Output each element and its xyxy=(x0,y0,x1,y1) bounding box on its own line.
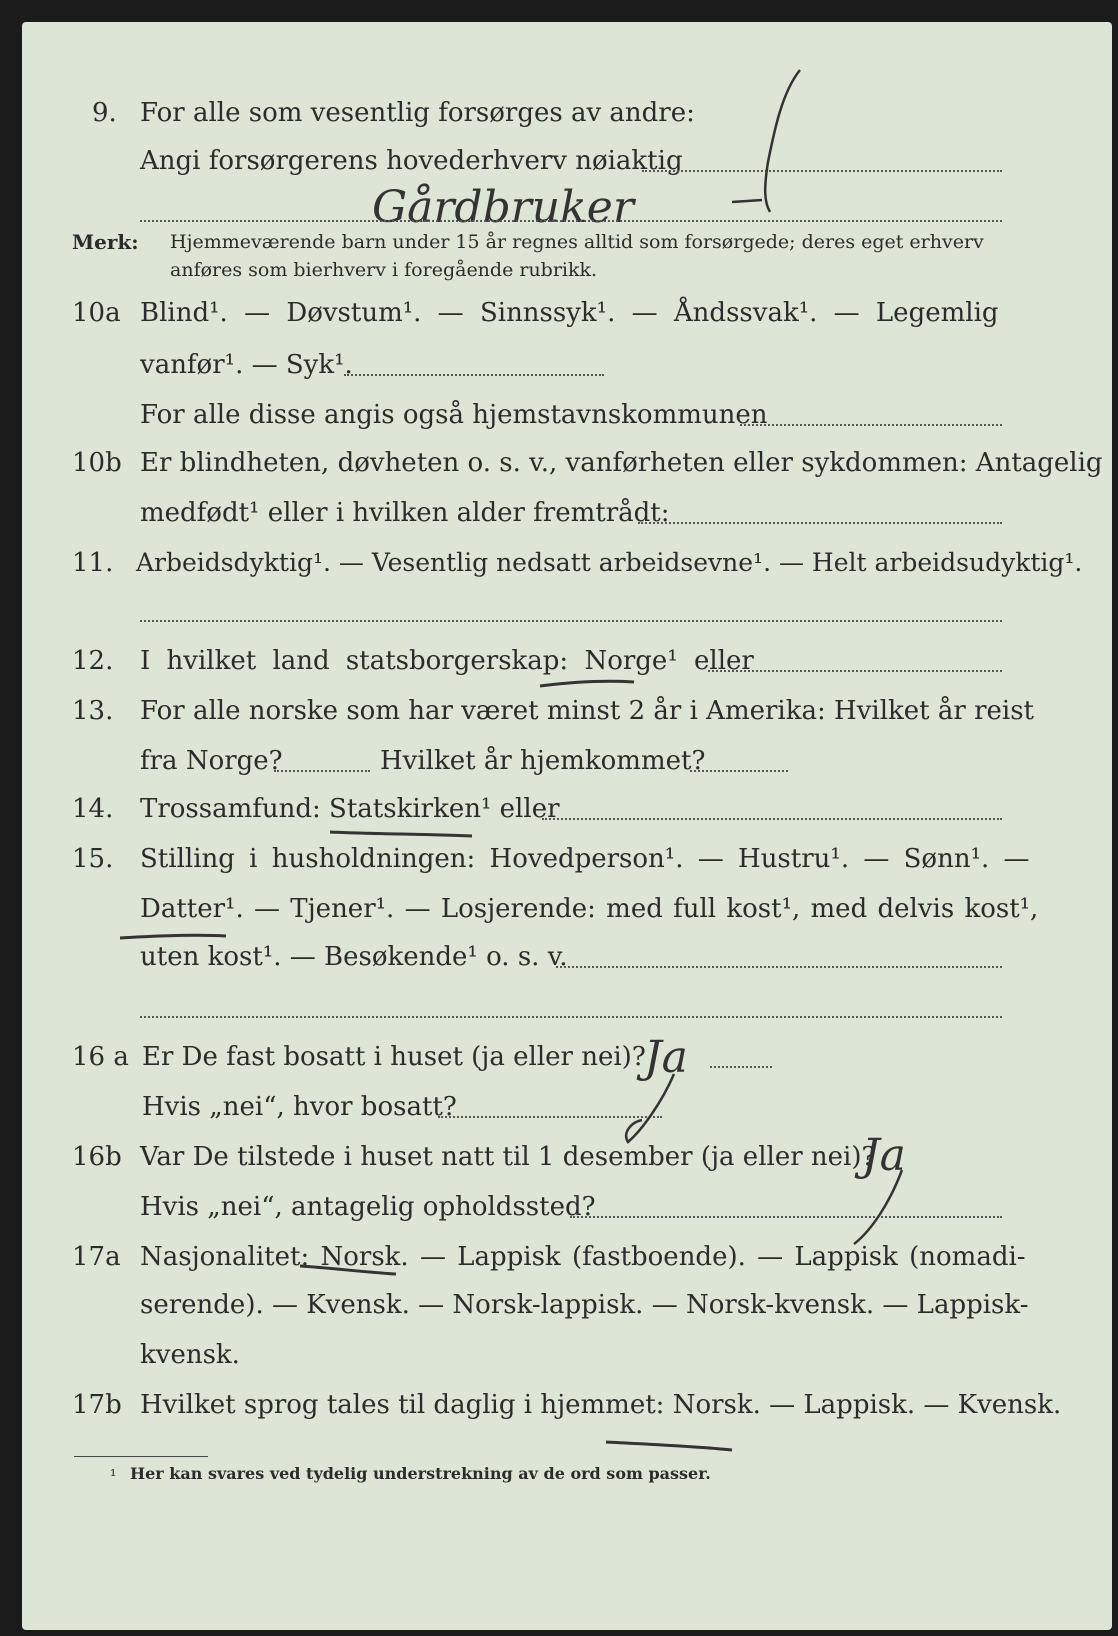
q10a-line2: vanfør¹. — Syk¹. xyxy=(140,350,353,380)
q12-number: 12. xyxy=(72,646,114,676)
q10a-line3: For alle disse angis også hjemstavnskommunen xyxy=(140,400,768,430)
q15-underline xyxy=(120,935,226,938)
q9-pen-stroke xyxy=(765,70,800,212)
q10b-line2: medfødt¹ eller i hvilken alder fremtrådt: xyxy=(140,498,670,528)
merk-label: Merk: xyxy=(72,230,139,254)
q12-underline xyxy=(540,681,634,686)
q16a-ja-tail xyxy=(626,1074,674,1142)
pen-markings xyxy=(22,22,1112,1630)
q10b-number: 10b xyxy=(72,448,122,478)
q14-number: 14. xyxy=(72,794,114,824)
q16b-ja-tail xyxy=(854,1170,902,1244)
q16a-number: 16 a xyxy=(72,1042,129,1072)
q12-line1: I hvilket land statsborgerskap: Norge¹ eller xyxy=(140,646,754,676)
q11-number: 11. xyxy=(72,548,114,578)
merk-line2: anføres som bierhverv i foregående rubrikk. xyxy=(170,259,598,281)
q17b-underline xyxy=(606,1442,732,1450)
footnote-text: Her kan svares ved tydelig understrekning av de ord som passer. xyxy=(130,1464,711,1483)
q17b-number: 17b xyxy=(72,1390,122,1420)
q17a-line2: serende). — Kvensk. — Norsk-lappisk. — Norsk-kvensk. — Lappisk- xyxy=(140,1290,1029,1320)
q14-line1: Trossamfund: Statskirken¹ eller xyxy=(140,794,560,824)
q16b-handwritten-answer: Ja xyxy=(862,1130,906,1181)
q16b-number: 16b xyxy=(72,1142,122,1172)
q17a-underline xyxy=(300,1266,396,1274)
q10a-number: 10a xyxy=(72,298,121,328)
q17a-line1: Nasjonalitet: Norsk. — Lappisk (fastboende). — Lappisk (nomadi- xyxy=(140,1242,1026,1272)
q9-number: 9. xyxy=(92,98,117,128)
q9-line2: Angi forsørgerens hovederhverv nøiaktig xyxy=(140,146,683,176)
q17a-line3: kvensk. xyxy=(140,1340,240,1370)
merk-line1: Hjemmeværende barn under 15 år regnes alltid som forsørgede; deres eget erhverv xyxy=(170,231,984,253)
footnote-mark: ¹ xyxy=(110,1466,117,1485)
q9-line1: For alle som vesentlig forsørges av andre: xyxy=(140,98,695,128)
q9-dash-stroke xyxy=(732,200,762,202)
q17a-number: 17a xyxy=(72,1242,121,1272)
q13-line2a: fra Norge? xyxy=(140,746,283,776)
q17b-line1: Hvilket sprog tales til daglig i hjemmet: Norsk. — Lappisk. — Kvensk. xyxy=(140,1390,1062,1420)
q16a-line1: Er De fast bosatt i huset (ja eller nei)? xyxy=(142,1042,646,1072)
q9-handwritten-answer: Gårdbruker xyxy=(372,182,634,233)
q10a-line1: Blind¹. — Døvstum¹. — Sinnssyk¹. — Åndssvak¹. — Legemlig xyxy=(140,298,999,328)
q15-line2: Datter¹. — Tjener¹. — Losjerende: med full kost¹, med delvis kost¹, xyxy=(140,894,1039,924)
q16b-line2: Hvis „nei“, antagelig opholdssted? xyxy=(140,1192,596,1222)
q16a-line2: Hvis „nei“, hvor bosatt? xyxy=(142,1092,457,1122)
q10b-line1: Er blindheten, døvheten o. s. v., vanførheten eller sykdommen: Antagelig xyxy=(140,448,1103,478)
q16b-line1: Var De tilstede i huset natt til 1 desember (ja eller nei)? xyxy=(140,1142,876,1172)
q15-line3: uten kost¹. — Besøkende¹ o. s. v. xyxy=(140,942,568,972)
q15-number: 15. xyxy=(72,844,114,874)
q13-line1: For alle norske som har været minst 2 år i Amerika: Hvilket år reist xyxy=(140,696,1034,726)
census-form-page xyxy=(22,22,1112,1630)
q14-underline xyxy=(330,832,472,836)
q15-line1: Stilling i husholdningen: Hovedperson¹. — Hustru¹. — Sønn¹. — xyxy=(140,844,1030,874)
q13-line2b: Hvilket år hjemkommet? xyxy=(380,746,706,776)
q13-number: 13. xyxy=(72,696,114,726)
q16a-handwritten-answer: Ja xyxy=(644,1032,688,1083)
q11-line1: Arbeidsdyktig¹. — Vesentlig nedsatt arbeidsevne¹. — Helt arbeidsudyktig¹. xyxy=(136,548,1083,577)
